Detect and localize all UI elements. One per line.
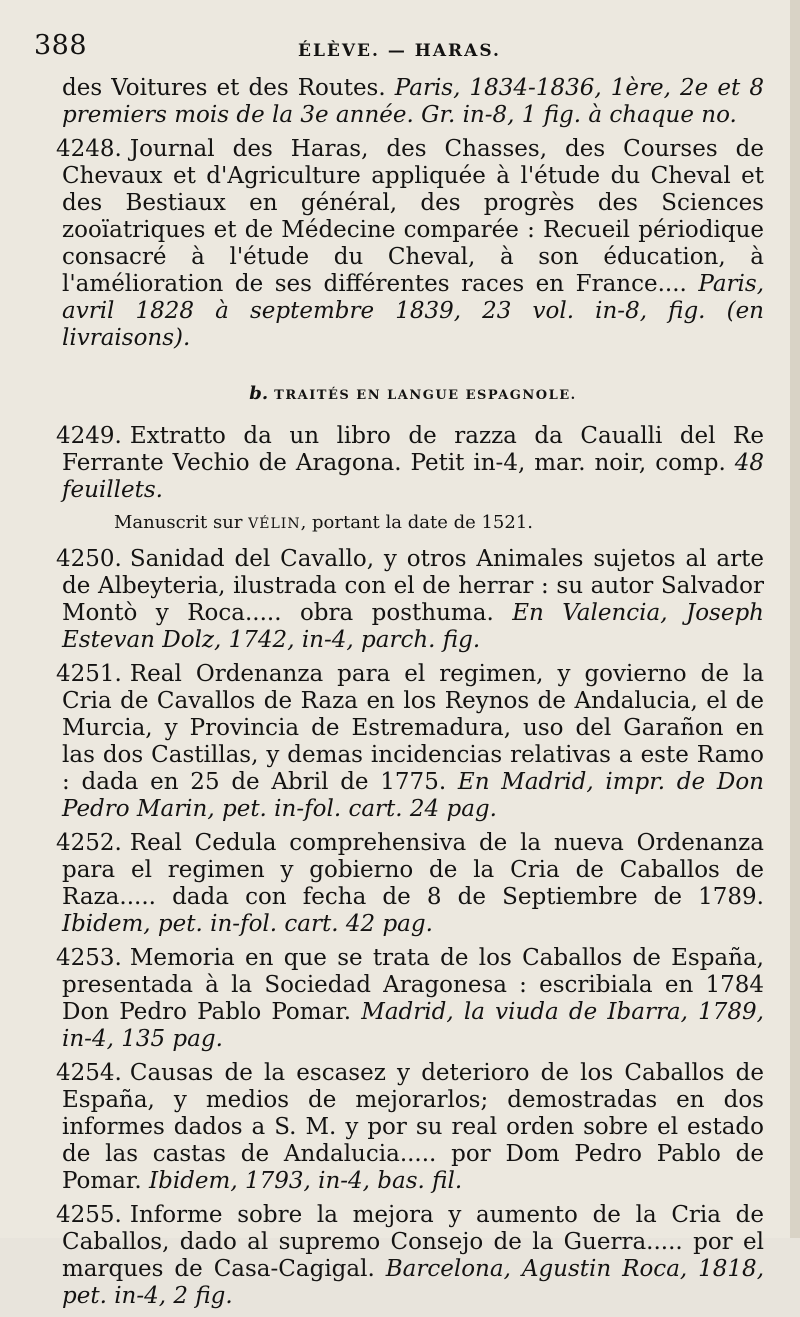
entry-text: Causas de la escasez y deterioro de los Caballos de España, y medios de mejorarlos; demostradas en dos informes dados a S. M. y por su real orden sobre el estado de las castas de Andalucia..... por Dom Pedro Pablo de Pomar. xyxy=(62,1060,764,1194)
entry-number: 4255. xyxy=(56,1202,122,1228)
bibliography-entry xyxy=(56,136,765,352)
section-title: TRAITÉS EN LANGUE ESPAGNOLE. xyxy=(274,388,577,403)
section-letter: b. xyxy=(249,383,269,404)
page-header xyxy=(34,32,760,72)
entry-note xyxy=(114,509,764,538)
entry-imprint: Barcelona, Agustin Roca, 1818, pet. in-4, 2 fig. xyxy=(62,1256,765,1309)
bibliography-entry xyxy=(56,1060,764,1195)
entry-text: Journal des Haras, des Chasses, des Courses de Chevaux et d'Agriculture appliquée à l'étude du Cheval et des Bestiaux en général, des progrès des Sciences zooïatriques et de Médecine comparée : Recueil périodique consacré à l'étude du Cheval, à son éducation, à l'amélioration de ses différentes races en France.... xyxy=(62,136,764,297)
entry-imprint: Madrid, la viuda de Ibarra, 1789, in-4, 135 pag. xyxy=(62,999,764,1052)
page-edge xyxy=(790,0,800,1238)
entry-text: Memoria en que se trata de los Caballos de España, presentada à la Sociedad Aragonesa : escribiala en 1784 Don Pedro Pablo Pomar. xyxy=(62,945,764,1025)
bibliography-entry xyxy=(56,945,764,1053)
bibliography-entry xyxy=(56,1202,765,1310)
section-heading xyxy=(62,380,764,409)
page-number: 388 xyxy=(34,30,88,61)
note-suffix: , portant la date de 1521. xyxy=(300,512,533,533)
note-smallcaps: VÉLIN xyxy=(248,516,301,532)
page-body xyxy=(56,75,765,1317)
bibliography-entry xyxy=(56,830,764,938)
continuation-entry xyxy=(62,75,764,129)
note-prefix: Manuscrit sur xyxy=(114,512,243,533)
entry-imprint: Ibidem, 1793, in-4, bas. fil. xyxy=(149,1168,463,1194)
entry-imprint: Paris, 1834-1836, 1ère, 2e et 8 premiers mois de la 3e année. Gr. in-8, 1 fig. à chaque no. xyxy=(62,75,764,128)
running-title: ÉLÈVE. — HARAS. xyxy=(298,41,501,61)
entry-text: Sanidad del Cavallo, y otros Animales sujetos al arte de Albeyteria, ilustrada con el de herrar : su autor Salvador Montò y Roca..... obra posthuma. xyxy=(62,546,764,626)
bibliography-entry xyxy=(56,423,764,504)
entry-number: 4252. xyxy=(56,830,122,856)
entry-number: 4251. xyxy=(56,661,122,687)
bibliography-entry xyxy=(56,546,764,654)
entry-imprint: En Valencia, Joseph Estevan Dolz, 1742, in-4, parch. fig. xyxy=(62,600,764,653)
entry-text: Real Ordenanza para el regimen, y govierno de la Cria de Cavallos de Raza en los Reynos de Andalucia, el de Murcia, y Provincia de Estremadura, uso del Garañon en las dos Castillas, y demas incidencias relativas a este Ramo : dada en 25 de Abril de 1775. xyxy=(62,661,764,795)
entry-imprint: Ibidem, pet. in-fol. cart. 42 pag. xyxy=(62,911,433,937)
entry-imprint: Paris, avril 1828 à septembre 1839, 23 vol. in-8, fig. (en livraisons). xyxy=(62,271,765,351)
entry-text: des Voitures et des Routes. xyxy=(62,75,386,101)
entry-text: Extratto da un libro de razza da Caualli del Re Ferrante Vechio de Aragona. Petit in-4, mar. noir, comp. xyxy=(62,423,764,476)
entry-text: Informe sobre la mejora y aumento de la Cria de Caballos, dado al supremo Consejo de la Guerra..... por el marques de Casa-Cagigal. xyxy=(62,1202,764,1282)
entry-imprint: En Madrid, impr. de Don Pedro Marin, pet. in-fol. cart. 24 pag. xyxy=(62,769,764,822)
entry-number: 4254. xyxy=(56,1060,122,1086)
entry-imprint: 48 feuillets. xyxy=(62,450,764,503)
entry-text: Real Cedula comprehensiva de la nueva Ordenanza para el regimen y gobierno de la Cria de Caballos de Raza..... dada con fecha de 8 de Septiembre de 1789. xyxy=(62,830,764,910)
entry-number: 4253. xyxy=(56,945,122,971)
entry-number: 4248. xyxy=(56,136,122,162)
entry-number: 4249. xyxy=(56,423,122,449)
entry-number: 4250. xyxy=(56,546,122,572)
bibliography-entry xyxy=(56,661,764,823)
